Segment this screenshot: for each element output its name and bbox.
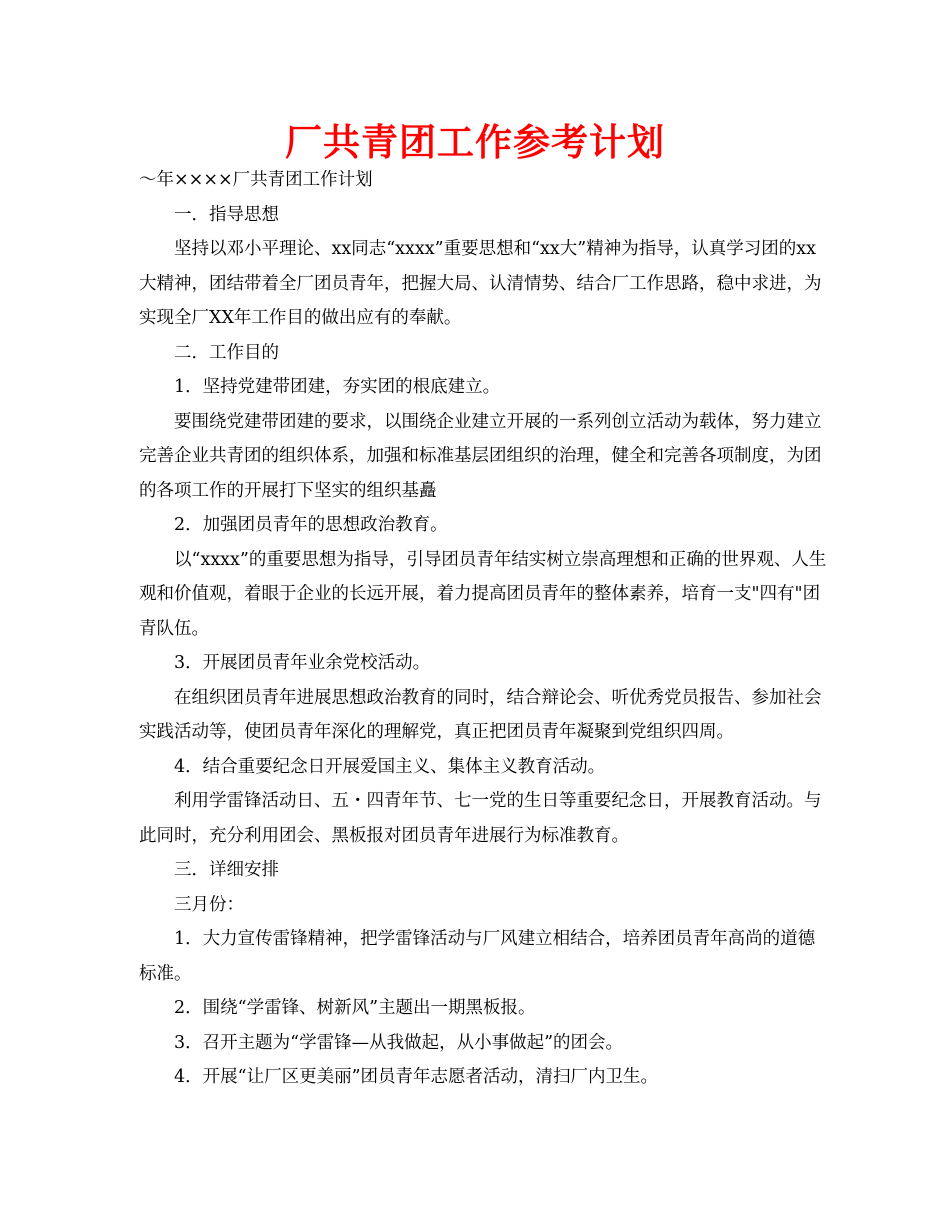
body-paragraph: 以“xxxx”的重要思想为指导，引导团员青年结实树立崇高理想和正确的世界观、人生观和价值观，着眼于企业的长远开展，着力提高团员青年的整体素养，培育一支"四有"团青队伍。	[139, 549, 827, 639]
body-paragraph: 利用学雷锋活动日、五・四青年节、七一党的生日等重要纪念日，开展教育活动。与此同时，充分利用团会、黑板报对团员青年进展行为标准教育。	[139, 791, 822, 846]
list-item: 1．坚持党建带团建，夯实团的根底建立。	[174, 377, 501, 397]
list-item: 4．结合重要纪念日开展爱国主义、集体主义教育活动。	[174, 756, 606, 777]
section-heading: 二．工作目的	[174, 342, 279, 363]
list-item: 3．召开主题为“学雷锋—从我做起，从小事做起”的团会。	[174, 1032, 624, 1053]
section-heading: 一．指导思想	[174, 204, 279, 225]
list-item: 2．加强团员青年的思想政治教育。	[174, 515, 448, 535]
subsection-heading: 三月份：	[174, 894, 244, 915]
body-paragraph: 在组织团员青年进展思想政治教育的同时，结合辩论会、听优秀党员报告、参加社会实践活动等，使团员青年深化的理解党，真正把团员青年凝聚到党组织四周。	[139, 687, 822, 742]
list-item: 4．开展“让厂区更美丽”团员青年志愿者活动，清扫厂内卫生。	[174, 1067, 659, 1087]
list-item: 2．围绕“学雷锋、树新风”主题出一期黑板报。	[174, 998, 536, 1018]
list-item: 1．大力宣传雷锋精神，把学雷锋活动与厂风建立相结合，培养团员青年高尚的道德标准。	[139, 929, 816, 984]
body-paragraph: 要围绕党建带团建的要求，以围绕企业建立开展的一系列创立活动为载体，努力建立完善企业共青团的组织体系，加强和标准基层团组织的治理，健全和完善各项制度，为团的各项工作的开展打下坚实的组织基矗	[139, 411, 822, 501]
section-heading: 三．详细安排	[174, 860, 279, 880]
document-subtitle: ～年××××厂共青团工作计划	[139, 170, 373, 190]
document-body	[139, 163, 829, 1095]
document-title: 厂共青团工作参考计划	[285, 121, 665, 164]
list-item: 3．开展团员青年业余党校活动。	[174, 653, 431, 673]
body-paragraph: 坚持以邓小平理论、xx同志“xxxx”重要思想和“xx大”精神为指导，认真学习团的xx大精神，团结带着全厂团员青年，把握大局、认清情势、结合厂工作思路，稳中求进，为实现全厂XX年工作目的做出应有的奉献。	[139, 239, 822, 328]
